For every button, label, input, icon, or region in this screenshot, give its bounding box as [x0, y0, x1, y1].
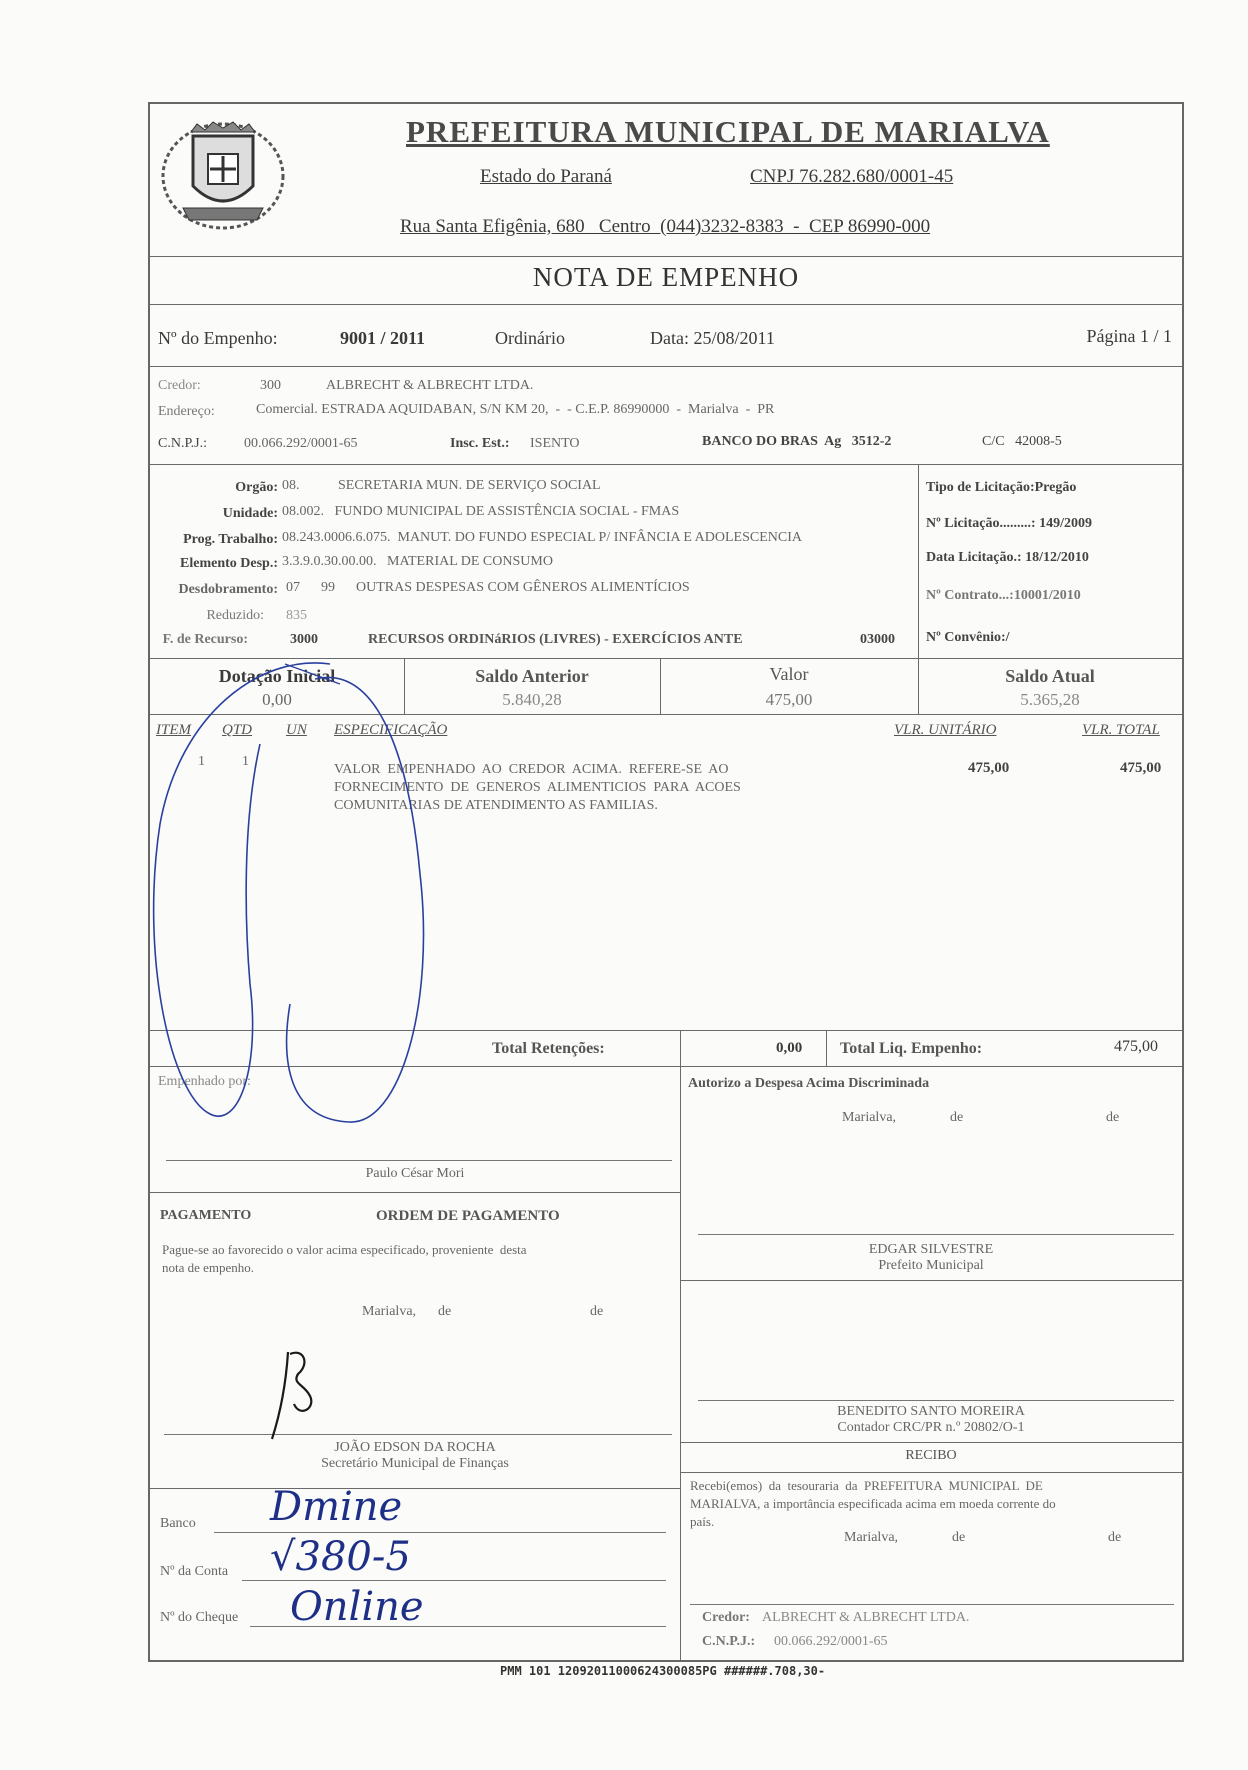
pagamento-text: Pague-se ao favorecido o valor acima especificado, proveniente desta	[162, 1242, 527, 1257]
cnpj-label: C.N.P.J.:	[158, 436, 208, 451]
credor-label: Credor:	[158, 378, 201, 393]
elemento: 3.3.9.0.30.00.00. MATERIAL DE CONSUMO	[282, 554, 553, 569]
recurso-num: 03000	[860, 632, 895, 647]
municipal-crest-icon	[153, 116, 293, 234]
col-especificacao: ESPECIFICAÇÃO	[334, 722, 448, 738]
desdobramento: 07 99 OUTRAS DESPESAS COM GÊNEROS ALIMENTÍCIOS	[286, 580, 690, 595]
autorizo-signer: EDGAR SILVESTRE	[868, 1242, 994, 1257]
empenho-number: 9001 / 2011	[340, 328, 426, 348]
numero-contrato: Nº Contrato...:10001/2010	[926, 588, 1081, 603]
item-unit-value: 475,00	[968, 760, 1010, 776]
dotacao-label: Dotação Inicial	[218, 666, 336, 686]
valor-label: Valor	[769, 664, 809, 684]
saldo-anterior-value: 5.840,28	[502, 690, 562, 709]
cnpj-value: 00.066.292/0001-65	[244, 436, 358, 451]
page-title: PREFEITURA MUNICIPAL DE MARIALVA	[406, 114, 1050, 149]
desdobramento-label: Desdobramento:	[178, 582, 278, 597]
recibo-credor-label: Credor:	[702, 1610, 750, 1625]
saldo-atual-label: Saldo Atual	[1005, 666, 1095, 686]
cheque-handwritten: Online	[290, 1584, 424, 1630]
pagamento-signer: JOÃO EDSON DA ROCHA	[334, 1440, 496, 1455]
secretary-signature-mark	[270, 1344, 350, 1444]
conta-label: Nº da Conta	[160, 1564, 229, 1579]
cheque-label: Nº do Cheque	[160, 1610, 239, 1625]
item-qtd: 1	[242, 754, 249, 769]
recibo-title: RECIBO	[905, 1448, 957, 1463]
item-spec-line: FORNECIMENTO DE GENEROS ALIMENTICIOS PARA ACOES	[334, 780, 741, 795]
ordem-pagamento: ORDEM DE PAGAMENTO	[376, 1208, 560, 1224]
col-vlr-unitario: VLR. UNITÁRIO	[894, 722, 997, 738]
autorizo-place: Marialva,	[842, 1110, 897, 1125]
numero-convenio: Nº Convênio:/	[926, 630, 1010, 645]
retencoes-label: Total Retenções:	[492, 1040, 605, 1057]
conta-corrente: C/C 42008-5	[982, 434, 1062, 449]
recurso-desc: RECURSOS ORDINáRIOS (LIVRES) - EXERCÍCIOS ANTE	[368, 632, 743, 647]
blue-signature-loop	[150, 624, 530, 1144]
page-number: Página 1 / 1	[1086, 326, 1172, 346]
autorizo-de: de	[950, 1110, 964, 1125]
recibo-de: de	[1108, 1530, 1122, 1545]
orgao-label: Orgão:	[235, 480, 278, 495]
saldo-anterior-label: Saldo Anterior	[475, 666, 589, 686]
autorizo-title: Autorizo a Despesa Acima Discriminada	[688, 1076, 930, 1091]
recurso-label: F. de Recurso:	[162, 632, 248, 647]
recibo-cnpj-label: C.N.P.J.:	[702, 1634, 756, 1649]
barcode-text: PMM 101 12092011000624300085PG ######.708,30-	[500, 1664, 826, 1678]
liquido-label: Total Liq. Empenho:	[840, 1040, 983, 1057]
pagamento-de: de	[590, 1304, 604, 1319]
autorizo-role: Prefeito Municipal	[878, 1258, 984, 1273]
credor-code: 300	[260, 378, 281, 393]
data-licitacao: Data Licitação.: 18/12/2010	[926, 550, 1089, 565]
col-vlr-total: VLR. TOTAL	[1082, 722, 1160, 738]
unidade-label: Unidade:	[222, 506, 278, 521]
empenhado-label: Empenhado por:	[158, 1074, 251, 1089]
recibo-credor: ALBRECHT & ALBRECHT LTDA.	[762, 1610, 970, 1625]
insc-value: ISENTO	[530, 436, 580, 451]
doc-title: NOTA DE EMPENHO	[532, 262, 800, 292]
orgao: 08. SECRETARIA MUN. DE SERVIÇO SOCIAL	[282, 478, 601, 493]
cnpj-header: CNPJ 76.282.680/0001-45	[750, 166, 954, 187]
conta-handwritten: √380-5	[270, 1534, 411, 1580]
recibo-text: país.	[690, 1514, 715, 1529]
item-total-value: 475,00	[1120, 760, 1162, 776]
item-spec-line: COMUNITARIAS DE ATENDIMENTO AS FAMILIAS.	[334, 798, 658, 813]
endereco: Comercial. ESTRADA AQUIDABAN, S/N KM 20, - - C.E.P. 86990000 - Marialva - PR	[256, 402, 775, 417]
numero-licitacao: Nº Licitação.........: 149/2009	[926, 516, 1092, 531]
dotacao-value: 0,00	[262, 690, 292, 709]
autorizo-de: de	[1106, 1110, 1120, 1125]
item-spec-line: VALOR EMPENHADO AO CREDOR ACIMA. REFERE-SE AO	[334, 762, 729, 777]
credor-name: ALBRECHT & ALBRECHT LTDA.	[326, 378, 534, 393]
banco-handwritten: Dmine	[270, 1484, 403, 1530]
empenho-type: Ordinário	[495, 328, 565, 348]
liquido-value: 475,00	[1114, 1038, 1158, 1055]
valor-value: 475,00	[765, 690, 813, 709]
recibo-de: de	[952, 1530, 966, 1545]
contador-signer: BENEDITO SANTO MOREIRA	[837, 1404, 1025, 1419]
tipo-licitacao: Tipo de Licitação:Pregão	[926, 480, 1077, 495]
recibo-cnpj: 00.066.292/0001-65	[774, 1634, 888, 1649]
col-item: ITEM	[156, 722, 191, 738]
pagamento-text: nota de empenho.	[162, 1260, 255, 1275]
recibo-text: Recebi(emos) da tesouraria da PREFEITURA MUNICIPAL DE	[690, 1478, 1043, 1493]
reduzido-label: Reduzido:	[206, 608, 264, 623]
address: Rua Santa Efigênia, 680 Centro (044)3232-8383 - CEP 86990-000	[400, 216, 931, 237]
empenho-label: Nº do Empenho:	[158, 328, 278, 348]
unidade: 08.002. FUNDO MUNICIPAL DE ASSISTÊNCIA SOCIAL - FMAS	[282, 504, 680, 519]
banco-agencia: BANCO DO BRAS Ag 3512-2	[702, 434, 892, 449]
recibo-place: Marialva,	[844, 1530, 899, 1545]
reduzido: 835	[286, 608, 307, 623]
recurso-code: 3000	[290, 632, 318, 647]
insc-label: Insc. Est.:	[450, 436, 510, 451]
empenhado-name: Paulo César Mori	[365, 1166, 465, 1181]
state-name: Estado do Paraná	[480, 166, 612, 187]
pagamento-de: de	[438, 1304, 452, 1319]
col-un: UN	[286, 722, 307, 738]
empenho-date: Data: 25/08/2011	[650, 328, 775, 348]
col-qtd: QTD	[222, 722, 253, 738]
recibo-text: MARIALVA, a importância especificada acima em moeda corrente do	[690, 1496, 1056, 1511]
prog-label: Prog. Trabalho:	[183, 532, 278, 547]
banco-label: Banco	[160, 1516, 196, 1531]
contador-role: Contador CRC/PR n.º 20802/O-1	[837, 1420, 1025, 1435]
elemento-label: Elemento Desp.:	[180, 556, 278, 571]
nota-de-empenho-document	[148, 102, 1184, 1662]
pagamento-role: Secretário Municipal de Finanças	[321, 1456, 509, 1471]
prog-trabalho: 08.243.0006.6.075. MANUT. DO FUNDO ESPECIAL P/ INFÂNCIA E ADOLESCENCIA	[282, 530, 802, 545]
item-number: 1	[198, 754, 205, 769]
pagamento-place: Marialva,	[362, 1304, 417, 1319]
pagamento-title: PAGAMENTO	[160, 1208, 252, 1223]
endereco-label: Endereço:	[158, 404, 215, 419]
saldo-atual-value: 5.365,28	[1020, 690, 1080, 709]
retencoes-value: 0,00	[776, 1040, 803, 1056]
